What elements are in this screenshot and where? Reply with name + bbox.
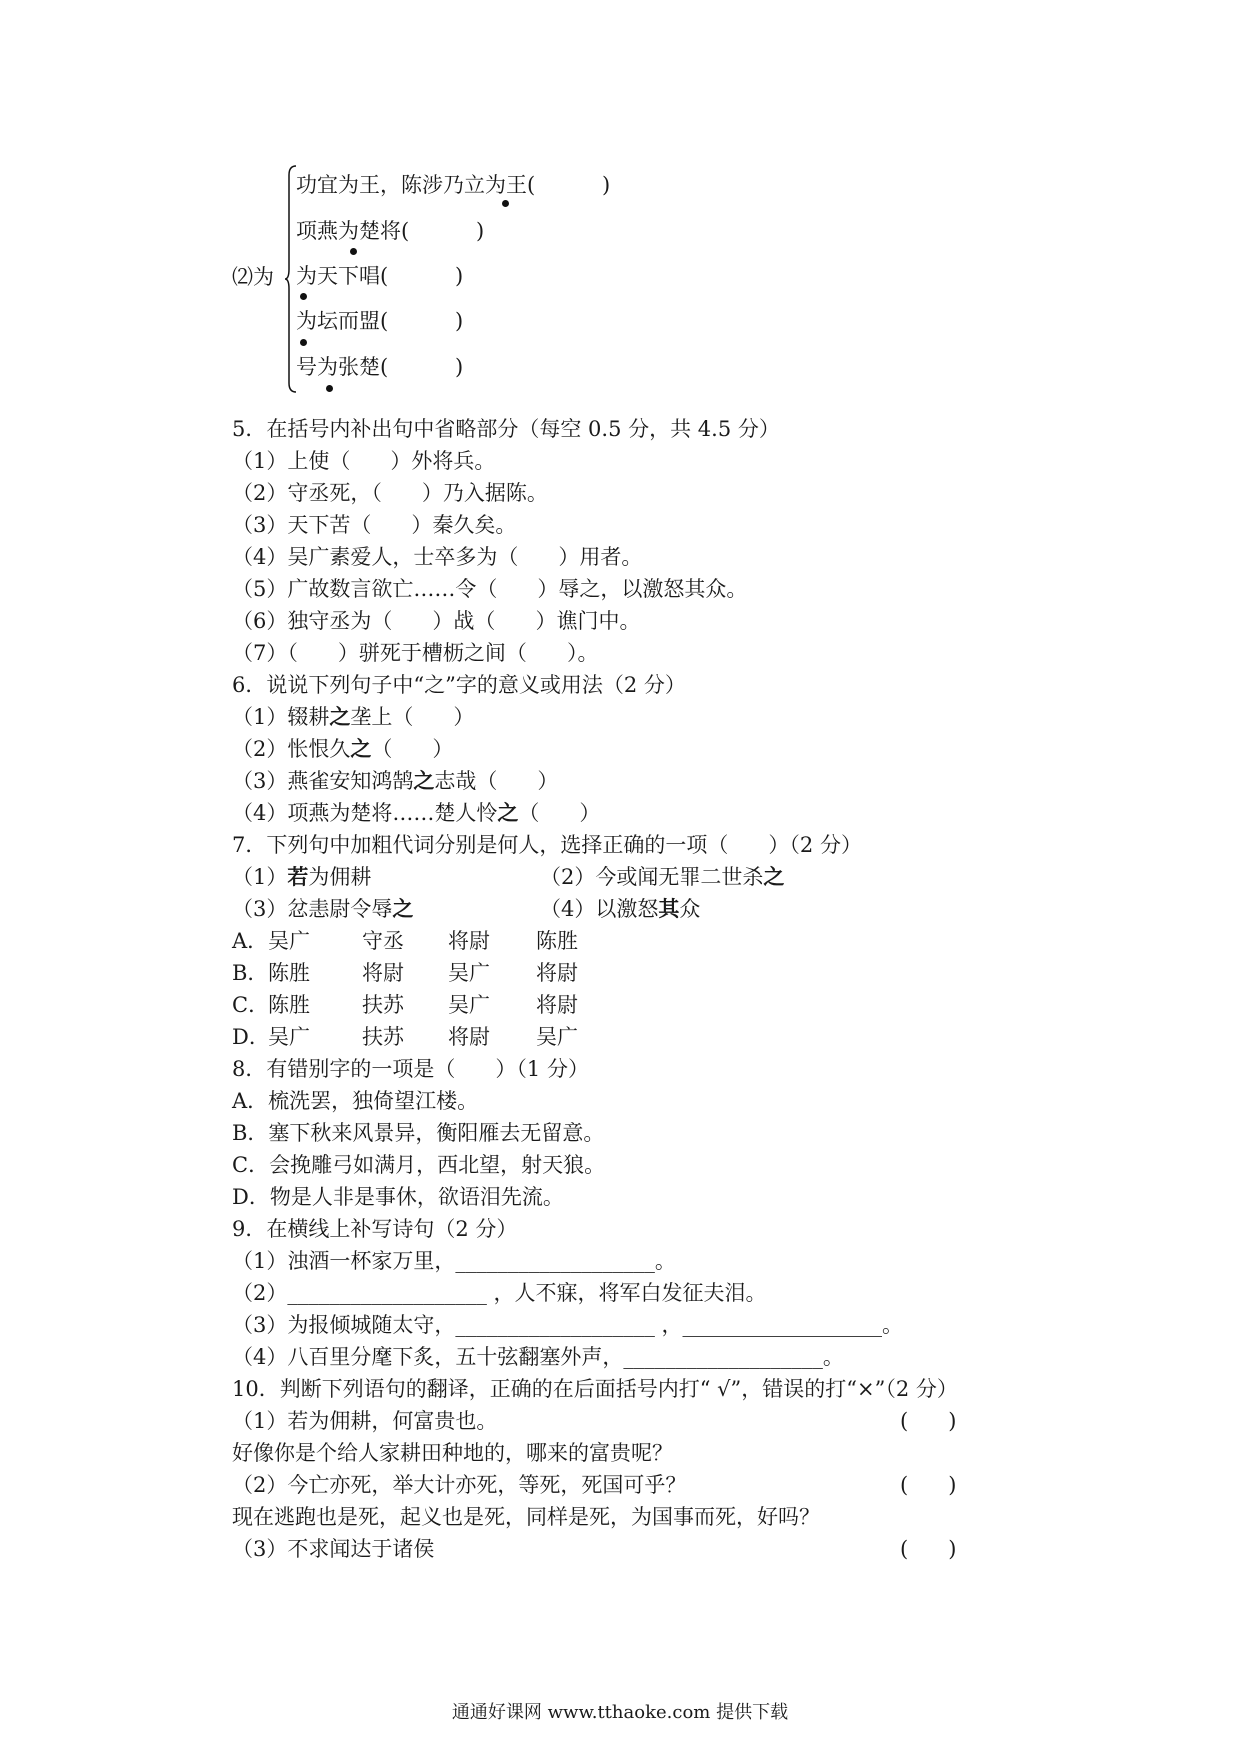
q7-sentence: （3）忿恚尉令辱之	[232, 896, 414, 921]
q9-item: （1）浊酒一杯家万里，___________________。	[232, 1249, 676, 1273]
q9-item: （2）___________________ ，人不寐，将军白发征夫泪。	[232, 1281, 767, 1305]
q7-option-cell: 陈胜	[536, 929, 578, 953]
q7-sentence: （1）若为佣耕	[232, 864, 372, 889]
q4-part2-item: 功宜为王，陈涉乃立为王( )	[296, 173, 611, 197]
q7-sentence: （2）今或闻无罪二世杀之	[540, 864, 785, 889]
q5-item: （4）吴广素爱人，士卒多为（ ）用者。	[232, 545, 643, 569]
emphasis-dot	[350, 248, 357, 255]
q7-option-cell: 守丞	[362, 929, 404, 953]
q7-option-cell: 将尉	[536, 961, 578, 985]
q7-sentence: （4）以激怒其众	[540, 896, 701, 921]
emphasis-dot	[300, 339, 307, 346]
q10-title: 10．判断下列语句的翻译，正确的在后面括号内打“ √”，错误的打“×”（2 分）	[232, 1377, 958, 1401]
q7-option-letter: B．	[232, 961, 269, 985]
q10-answer-blank: ( )	[900, 1409, 957, 1433]
q7-option-cell: 陈胜	[268, 961, 310, 985]
q4-part2-item: 号为张楚( )	[296, 355, 464, 379]
q8-option: A．梳洗罢，独倚望江楼。	[232, 1089, 479, 1113]
q7-option-cell: 扶苏	[362, 993, 404, 1017]
q5-item: （7）（ ）骈死于槽枥之间（ ）。	[232, 641, 599, 665]
q7-option-letter: A．	[232, 929, 269, 953]
q6-item: （1）辍耕之垄上（ ）	[232, 704, 475, 729]
q7-option-cell: 吴广	[448, 993, 490, 1017]
q4-part2-item: 项燕为楚将( )	[296, 219, 485, 243]
q7-option-cell: 扶苏	[362, 1025, 404, 1049]
q5-item: （5）广故数言欲亡……令（ ）辱之，以激怒其众。	[232, 577, 748, 601]
q10-original: （3）不求闻达于诸侯	[232, 1537, 435, 1561]
q8-option: B．塞下秋来风景异，衡阳雁去无留意。	[232, 1121, 605, 1145]
q4-part2-item: 为坛而盟( )	[296, 309, 464, 333]
q7-option-cell: 吴广	[268, 929, 310, 953]
q8-option: D．物是人非是事休，欲语泪先流。	[232, 1185, 564, 1209]
q5-item: （6）独守丞为（ ）战（ ）谯门中。	[232, 609, 641, 633]
q7-option-cell: 吴广	[268, 1025, 310, 1049]
q5-item: （3）天下苦（ ）秦久矣。	[232, 513, 517, 537]
q8-option: C．会挽雕弓如满月，西北望，射天狼。	[232, 1153, 606, 1177]
q9-item: （4）八百里分麾下炙，五十弦翻塞外声，___________________。	[232, 1345, 844, 1369]
q7-option-cell: 将尉	[448, 1025, 490, 1049]
q10-original: （1）若为佣耕，何富贵也。	[232, 1409, 498, 1433]
q7-option-cell: 吴广	[448, 961, 490, 985]
q10-answer-blank: ( )	[900, 1473, 957, 1497]
emphasis-dot	[300, 293, 307, 300]
q5-title: 5．在括号内补出句中省略部分（每空 0.5 分，共 4.5 分）	[232, 417, 780, 441]
q6-item: （3）燕雀安知鸿鹄之志哉（ ）	[232, 768, 559, 793]
emphasis-dot	[326, 385, 333, 392]
q9-title: 9．在横线上补写诗句（2 分）	[232, 1217, 518, 1241]
q10-translation: 好像你是个给人家耕田种地的，哪来的富贵呢？	[232, 1441, 673, 1465]
q10-translation: 现在逃跑也是死，起义也是死，同样是死，为国事而死，好吗？	[232, 1505, 820, 1529]
q7-option-letter: C．	[232, 993, 270, 1017]
q10-original: （2）今亡亦死，举大计亦死，等死，死国可乎？	[232, 1473, 687, 1497]
q5-item: （1）上使（ ）外将兵。	[232, 449, 496, 473]
q6-item: （2）怅恨久之（ ）	[232, 736, 454, 761]
q4-part2-item: 为天下唱( )	[296, 264, 464, 288]
q10-answer-blank: ( )	[900, 1537, 957, 1561]
q9-item: （3）为报倾城随太守，___________________ ，___________________。	[232, 1313, 904, 1337]
q6-item: （4）项燕为楚将……楚人怜之（ ）	[232, 800, 601, 825]
q7-option-cell: 陈胜	[268, 993, 310, 1017]
page-footer: 通通好课网 www.tthaoke.com 提供下载	[451, 1702, 789, 1723]
q7-option-cell: 将尉	[536, 993, 578, 1017]
q8-title: 8．有错别字的一项是（ ）（1 分）	[232, 1057, 589, 1081]
q7-option-cell: 吴广	[536, 1025, 578, 1049]
q6-title: 6．说说下列句子中“之”字的意义或用法（2 分）	[232, 673, 686, 697]
q7-title: 7．下列句中加粗代词分别是何人，选择正确的一项（ ）（2 分）	[232, 833, 862, 857]
q7-option-letter: D．	[232, 1025, 270, 1049]
q4-part2-label: ⑵为	[232, 265, 274, 289]
q7-option-cell: 将尉	[448, 929, 490, 953]
q5-item: （2）守丞死，（ ）乃入据陈。	[232, 481, 548, 505]
q7-option-cell: 将尉	[362, 961, 404, 985]
emphasis-dot	[502, 200, 509, 207]
